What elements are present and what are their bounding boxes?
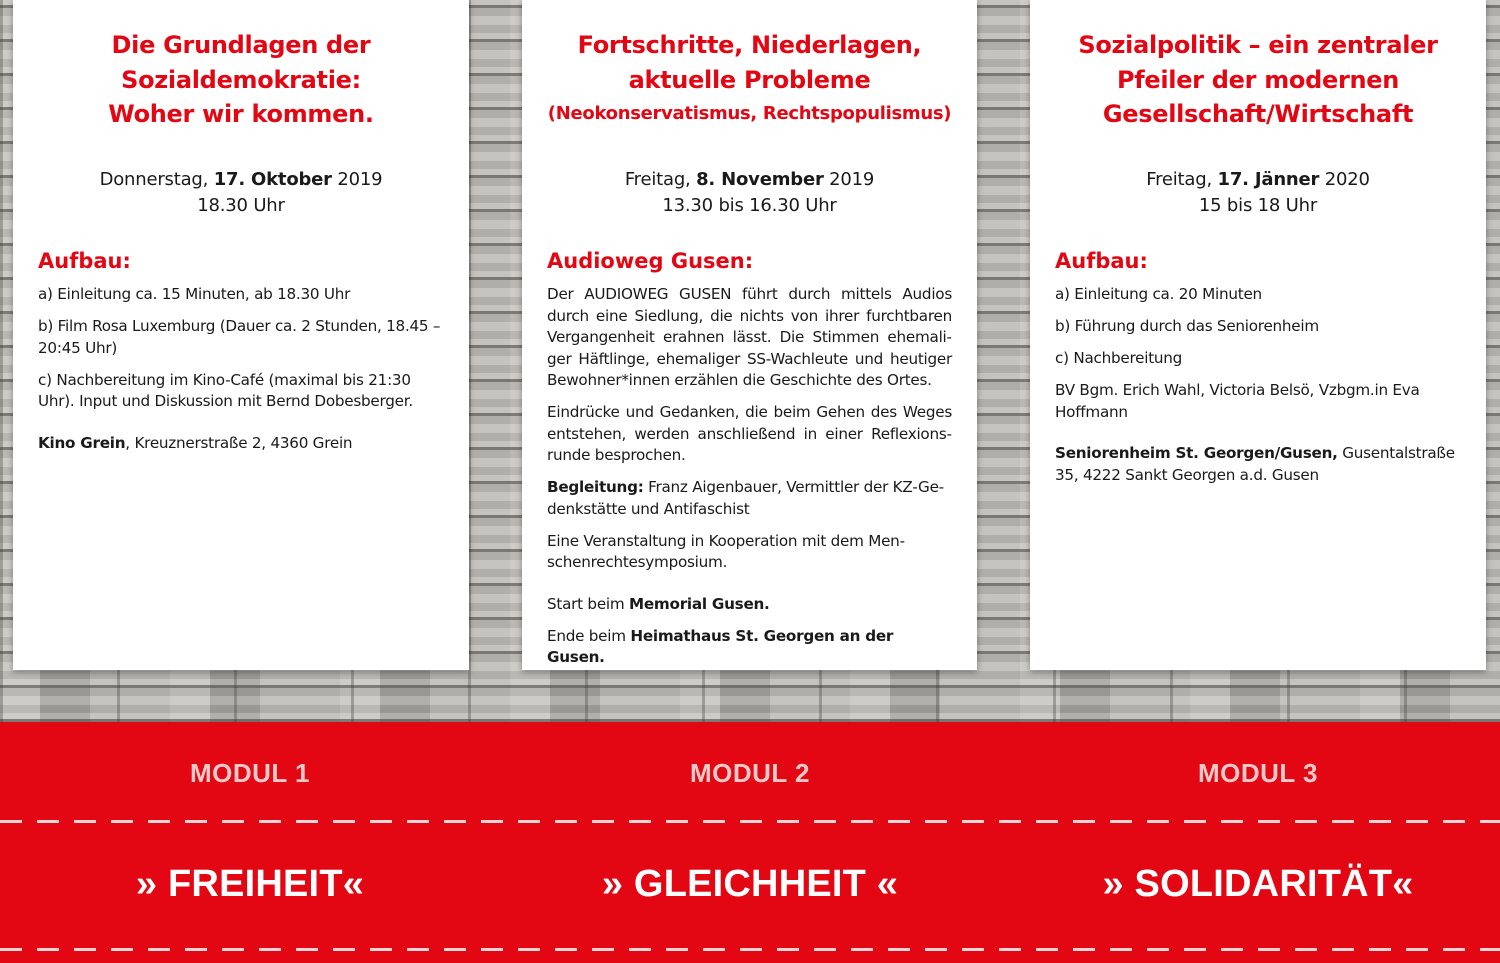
- title-line: Die Grundlagen der: [111, 31, 371, 59]
- cooperation-note: Eine Veranstaltung in Kooperation mit dem Menschenrechtesymposium.: [547, 531, 906, 571]
- date-weekday: Freitag,: [624, 169, 691, 190]
- agenda-item: a) Einleitung ca. 15 Minuten, ab 18.30 Uhr: [38, 285, 351, 303]
- agenda-item: c) Nachbereitung: [1055, 349, 1183, 367]
- start-point: [547, 594, 952, 616]
- date-day-month: 8. November: [696, 169, 824, 190]
- module-2-slogan: » GLEICHHEIT «: [601, 863, 899, 905]
- title-line: Sozialpolitik – ein zentraler: [1078, 31, 1438, 59]
- end-location: Heimathaus St. Georgen an der Gusen.: [547, 626, 894, 666]
- module-3-card: [1030, 0, 1486, 670]
- start-prefix: Start beim: [547, 594, 630, 613]
- module-1-title: [29, 28, 453, 132]
- module-2-title: [538, 28, 961, 128]
- module-3-date: [1046, 167, 1470, 219]
- date-weekday: Donnerstag,: [99, 169, 209, 190]
- participants: BV Bgm. Erich Wahl, Victoria Belsö, Vzbgm.in Eva Hoffmann: [1055, 381, 1420, 421]
- module-1-body: [38, 284, 444, 465]
- venue-name: Kino Grein: [38, 433, 126, 452]
- section-heading: Aufbau:: [38, 249, 131, 273]
- escort-label: Begleitung:: [547, 478, 644, 496]
- date-year: 2020: [1324, 169, 1370, 190]
- agenda-item: c) Nachbereitung im Kino-Café (maximal bis 21:30 Uhr). Input und Diskussion mit Bernd Dobesberger.: [38, 370, 413, 410]
- module-2-date: [538, 167, 961, 219]
- module-1-label: MODUL 1: [189, 758, 311, 788]
- title-line: Gesellschaft/Wirtschaft: [1102, 100, 1414, 128]
- venue: [38, 433, 444, 455]
- escort: [547, 477, 952, 520]
- date-day-month: 17. Oktober: [213, 169, 332, 190]
- section-heading: Aufbau:: [1055, 249, 1148, 273]
- module-3-slogan: » SOLIDARITÄT«: [1102, 863, 1414, 905]
- description-paragraph: Der AUDIOWEG GUSEN führt durch mittels Audios durch eine Siedlung, die nichts von ihrer furchtbaren Vergangenheit erahnen lässt. Die Stimmen ehemaliger Häftlinge, ehemaliger SS-Wachleute und heutiger Bewohner*innen erzählen die Geschichte des Ortes.: [547, 285, 952, 389]
- dashed-divider: [0, 820, 1500, 823]
- module-3-label: MODUL 3: [1197, 758, 1319, 788]
- dashed-divider: [0, 948, 1500, 951]
- title-line: Woher wir kommen.: [108, 100, 374, 128]
- module-1-date: [29, 167, 453, 219]
- event-time: 18.30 Uhr: [197, 195, 285, 216]
- end-point: [547, 626, 952, 669]
- event-time: 13.30 bis 16.30 Uhr: [662, 195, 837, 216]
- module-2-label: MODUL 2: [689, 758, 811, 788]
- venue: [1055, 443, 1461, 486]
- module-1-card: [13, 0, 469, 670]
- agenda-item: b) Film Rosa Luxemburg (Dauer ca. 2 Stunden, 18.45 – 20:45 Uhr): [38, 317, 441, 357]
- module-1-slogan: » FREIHEIT«: [135, 863, 365, 905]
- module-banner: [0, 722, 1500, 963]
- date-weekday: Freitag,: [1146, 169, 1212, 190]
- title-line: aktuelle Probleme: [628, 65, 871, 94]
- start-location: Memorial Gusen.: [629, 594, 770, 613]
- agenda-item: b) Führung durch das Seniorenheim: [1055, 317, 1319, 335]
- event-time: 15 bis 18 Uhr: [1198, 195, 1318, 216]
- agenda-item: a) Einleitung ca. 20 Minuten: [1055, 285, 1262, 303]
- module-3-title: [1046, 28, 1470, 132]
- module-2-card: [522, 0, 977, 670]
- date-year: 2019: [829, 169, 875, 190]
- escort-text: Franz Aigenbauer, Vermittler der KZ-Gedenkstätte und Antifaschist: [547, 478, 945, 518]
- date-year: 2019: [337, 169, 383, 190]
- module-2-body: [547, 284, 952, 679]
- title-line: Fortschritte, Niederlagen,: [577, 31, 922, 59]
- description-paragraph: Eindrücke und Gedanken, die beim Gehen des Weges entstehen, werden anschließend in einer Reflexionsrunde besprochen.: [547, 403, 952, 464]
- venue-address: Gusentalstraße 35, 4222 Sankt Georgen a.d. Gusen: [1055, 444, 1455, 484]
- module-2-subtitle: (Neokonservatismus, Rechtspopulismus): [547, 103, 952, 124]
- module-3-body: [1055, 284, 1461, 497]
- venue-address: , Kreuznerstraße 2, 4360 Grein: [125, 433, 353, 452]
- venue-name: Seniorenheim St. Georgen/Gusen,: [1055, 444, 1338, 462]
- date-day-month: 17. Jänner: [1217, 169, 1320, 190]
- title-line: Pfeiler der modernen: [1116, 65, 1400, 94]
- title-line: Sozialdemokratie:: [121, 65, 361, 94]
- end-prefix: Ende beim: [547, 626, 631, 645]
- section-heading: Audioweg Gusen:: [547, 249, 754, 273]
